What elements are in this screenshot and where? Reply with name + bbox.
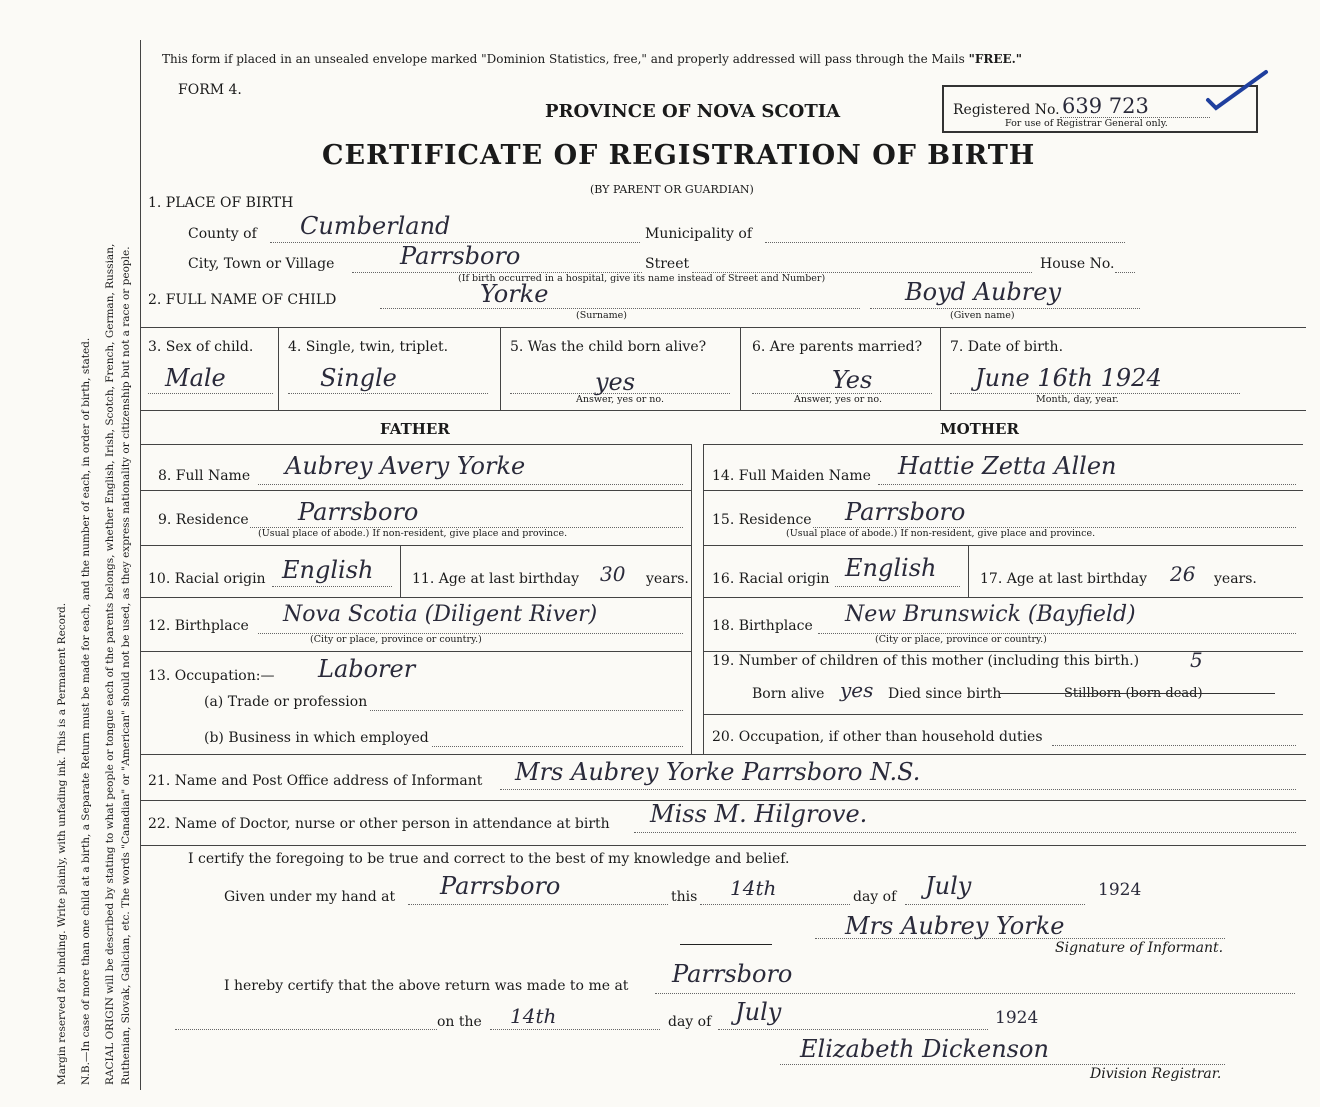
doctor-rule: [141, 845, 1306, 846]
registered-number: 639 723: [1062, 94, 1149, 118]
municipality-line: [765, 242, 1125, 243]
father-residence-note: (Usual place of abode.) If non-resident, give place and province.: [258, 528, 568, 539]
born-alive-caption: Answer, yes or no.: [576, 394, 665, 405]
informant-label: 21. Name and Post Office address of Informant: [148, 773, 483, 789]
short-divider: [680, 944, 772, 945]
informant-signature: Mrs Aubrey Yorke: [845, 912, 1065, 940]
born-alive-label: 5. Was the child born alive?: [510, 339, 707, 355]
doctor-value: Miss M. Hilgrove.: [650, 800, 868, 828]
trade-label: (a) Trade or profession: [204, 694, 368, 710]
trade-line: [370, 710, 683, 711]
registrar-day: 14th: [510, 1004, 557, 1028]
father-age-label: 11. Age at last birthday: [412, 571, 580, 587]
born-alive-value: yes: [595, 368, 636, 396]
mother-birthplace-label: 18. Birthplace: [712, 618, 813, 634]
row3-divider-4: [940, 327, 941, 410]
registrar-signature: Elizabeth Dickenson: [800, 1035, 1049, 1063]
mother-residence-note: (Usual place of abode.) If non-resident, give place and province.: [786, 528, 1096, 539]
informant-signature-line: [815, 938, 1225, 939]
born-alive-strike: [1000, 693, 1275, 694]
row3-divider-3: [740, 327, 741, 410]
given-day-line: [700, 904, 850, 905]
registrar-blank-line: [175, 1029, 437, 1030]
father-name-value: Aubrey Avery Yorke: [285, 452, 526, 480]
married-label: 6. Are parents married?: [752, 339, 923, 355]
father-age-value: 30: [600, 562, 626, 586]
father-heading: FATHER: [380, 420, 450, 438]
mother-birthplace-note: (City or place, province or country.): [875, 634, 1047, 645]
stillborn-label: Stillborn (born dead): [1064, 686, 1203, 701]
mother-name-value: Hattie Zetta Allen: [898, 452, 1117, 480]
margin-note-binding: Margin reserved for binding. Write plainly, with unfading ink. This is a Permanent Record.: [56, 602, 68, 1085]
margin-note-nb: N.B.—In case of more than one child at a birth, a Separate Return must be made for each, and the number of each, in order of birth, stated.: [80, 337, 92, 1085]
doctor-line: [634, 832, 1296, 833]
father-birthplace-label: 12. Birthplace: [148, 618, 249, 634]
registrar-caption: Division Registrar.: [1090, 1066, 1222, 1082]
registrar-place-line: [655, 993, 1295, 994]
father-race-value: English: [282, 556, 374, 584]
dob-value: June 16th 1924: [975, 364, 1162, 392]
registered-label: Registered No.: [953, 102, 1060, 118]
given-place: Parrsboro: [440, 872, 561, 900]
given-under-label: Given under my hand at: [224, 889, 396, 905]
row3-divider-2: [500, 327, 501, 410]
registered-note: For use of Registrar General only.: [1005, 118, 1168, 129]
certificate-subtitle: (BY PARENT OR GUARDIAN): [590, 183, 754, 196]
child-surname-line: [380, 308, 860, 309]
child-given-line: [870, 308, 1140, 309]
given-month-line: [905, 904, 1085, 905]
sex-label: 3. Sex of child.: [148, 339, 254, 355]
day-of-label: day of: [853, 889, 897, 905]
given-day: 14th: [730, 876, 777, 900]
father-rule-4: [141, 651, 691, 652]
parents-bottom-rule: [141, 754, 1306, 755]
mother-age-unit: years.: [1214, 571, 1257, 587]
given-month: July: [925, 872, 972, 900]
on-the-label: on the: [437, 1014, 482, 1030]
registrar-place: Parrsboro: [672, 960, 793, 988]
father-name-line: [258, 484, 683, 485]
born-alive-count-value: yes: [840, 678, 874, 702]
father-race-label: 10. Racial origin: [148, 571, 266, 587]
row3-top-border: [141, 327, 1306, 328]
mother-birthplace-value: New Brunswick (Bayfield): [845, 602, 1136, 627]
mother-rule-1: [703, 490, 1303, 491]
business-label: (b) Business in which employed: [204, 730, 429, 746]
father-occupation-value: Laborer: [318, 655, 416, 683]
house-line: [1115, 272, 1135, 273]
registrar-day-line: [490, 1029, 660, 1030]
father-rule-3: [141, 597, 691, 598]
registrar-month: July: [735, 998, 782, 1026]
registrar-signature-line: [780, 1064, 1225, 1065]
mother-age-value: 26: [1170, 562, 1196, 586]
mother-rule-3: [703, 597, 1303, 598]
registrar-month-line: [718, 1029, 988, 1030]
mother-race-label: 16. Racial origin: [712, 571, 830, 587]
form-number: FORM 4.: [178, 82, 242, 98]
given-caption: (Given name): [950, 310, 1015, 321]
margin-divider: [140, 40, 141, 1090]
informant-value: Mrs Aubrey Yorke Parrsboro N.S.: [515, 758, 921, 786]
municipality-label: Municipality of: [645, 226, 753, 242]
mother-race-line: [835, 586, 960, 587]
place-of-birth-label: 1. PLACE OF BIRTH: [148, 195, 294, 211]
city-label: City, Town or Village: [188, 256, 335, 272]
margin-note-racial-2: Ruthenian, Slovak, Galician, etc. The words "Canadian" or "American" should not be used, as they express nationality or citizenship but not a race or people.: [120, 246, 132, 1085]
father-age-unit: years.: [646, 571, 689, 587]
hospital-note: (If birth occurred in a hospital, give its name instead of Street and Number): [458, 273, 826, 284]
given-place-line: [408, 904, 668, 905]
given-year: 1924: [1098, 880, 1142, 900]
father-residence-label: 9. Residence: [158, 512, 249, 528]
certificate-title: CERTIFICATE OF REGISTRATION OF BIRTH: [322, 140, 1036, 171]
mother-heading-rule: [703, 444, 1303, 445]
mother-occupation-line: [1052, 745, 1296, 746]
child-given-name: Boyd Aubrey: [905, 278, 1062, 306]
doctor-label: 22. Name of Doctor, nurse or other person in attendance at birth: [148, 816, 610, 832]
mother-name-label: 14. Full Maiden Name: [712, 468, 871, 484]
margin-note-racial-1: RACIAL ORIGIN will be described by stating to what people or tongue each of the parents belongs, whether English, Irish, Scotch, French, German, Russian,: [104, 243, 116, 1085]
father-name-label: 8. Full Name: [158, 468, 251, 484]
child-name-label: 2. FULL NAME OF CHILD: [148, 292, 337, 308]
mother-rule-5: [703, 714, 1303, 715]
surname-caption: (Surname): [576, 310, 627, 321]
child-surname: Yorke: [480, 280, 549, 308]
mail-notice: This form if placed in an unsealed envelope marked "Dominion Statistics, free," and properly addressed will pass through the Mails "FREE.": [162, 52, 1023, 66]
married-value: Yes: [832, 366, 873, 394]
city-value: Parrsboro: [400, 242, 521, 270]
informant-signature-caption: Signature of Informant.: [1055, 940, 1224, 956]
registrar-day-of-label: day of: [668, 1014, 712, 1030]
father-birthplace-value: Nova Scotia (Diligent River): [283, 602, 598, 627]
mother-residence-value: Parrsboro: [845, 498, 966, 526]
father-rule-2: [141, 545, 691, 546]
father-race-line: [272, 586, 392, 587]
county-value: Cumberland: [300, 212, 451, 240]
mother-name-line: [878, 484, 1296, 485]
county-label: County of: [188, 226, 257, 242]
mother-occupation-label: 20. Occupation, if other than household duties: [712, 729, 1043, 745]
children-count-label: 19. Number of children of this mother (including this birth.): [712, 653, 1140, 669]
house-label: House No.: [1040, 256, 1115, 272]
sex-value: Male: [165, 364, 226, 392]
father-residence-value: Parrsboro: [298, 498, 419, 526]
checkmark-icon: [1200, 66, 1270, 116]
province-heading: PROVINCE OF NOVA SCOTIA: [545, 101, 841, 122]
row3-divider-1: [278, 327, 279, 410]
father-heading-rule: [141, 444, 691, 445]
street-label: Street: [645, 256, 690, 272]
mother-age-divider: [968, 545, 969, 597]
informant-line: [500, 789, 1296, 790]
father-birthplace-note: (City or place, province or country.): [310, 634, 482, 645]
certify-statement: I certify the foregoing to be true and correct to the best of my knowledge and belief.: [188, 851, 790, 867]
father-occupation-label: 13. Occupation:—: [148, 668, 275, 684]
registrar-statement: I hereby certify that the above return was made to me at: [224, 978, 629, 994]
plurality-line: [288, 393, 488, 394]
born-alive-count-label: Born alive: [752, 686, 825, 702]
business-line: [432, 746, 683, 747]
parents-divider-left: [691, 444, 692, 754]
sex-line: [148, 393, 273, 394]
father-age-divider: [400, 545, 401, 597]
married-caption: Answer, yes or no.: [794, 394, 883, 405]
mother-rule-2: [703, 545, 1303, 546]
dob-caption: Month, day, year.: [1036, 394, 1119, 405]
dob-label: 7. Date of birth.: [950, 339, 1064, 355]
died-since-birth-label: Died since birth: [888, 686, 1002, 702]
plurality-value: Single: [320, 364, 397, 392]
row3-bottom-border: [141, 410, 1306, 411]
mother-heading: MOTHER: [940, 420, 1019, 438]
children-count-value: 5: [1190, 648, 1203, 672]
father-rule-1: [141, 490, 691, 491]
mother-race-value: English: [845, 554, 937, 582]
this-label: this: [671, 889, 698, 905]
registrar-year: 1924: [995, 1008, 1039, 1028]
mother-age-label: 17. Age at last birthday: [980, 571, 1148, 587]
mother-residence-label: 15. Residence: [712, 512, 812, 528]
mother-rule-4: [703, 651, 1303, 652]
plurality-label: 4. Single, twin, triplet.: [288, 339, 449, 355]
